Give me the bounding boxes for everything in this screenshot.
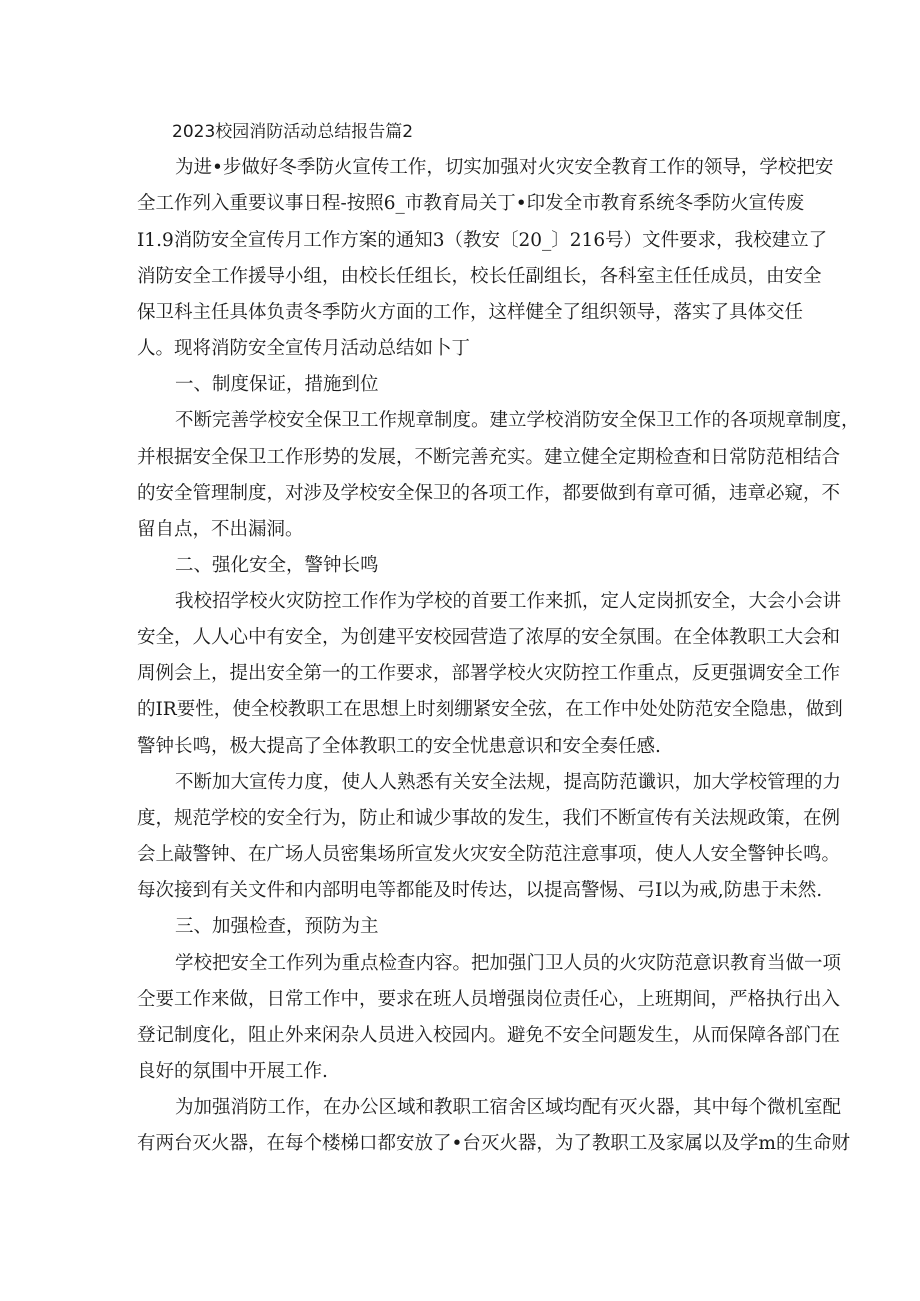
paragraph-line: 全工作列入重要议事日程-按照6_市教育局关丁•印发全市教育系统冬季防火宣传废	[137, 193, 805, 214]
paragraph-line: 良好的氛围中开展工作.	[137, 1061, 328, 1082]
paragraph-line: 安全，人人心中有安全，为创建平安校园营造了浓厚的安全氛围。在全体教职工大会和	[137, 627, 841, 648]
document-title: 2023校园消防活动总结报告篇2	[172, 122, 414, 142]
paragraph-line: 周例会上，提出安全第一的工作要求，部署学校火灾防控工作重点，反更强调安全工作	[137, 663, 841, 684]
paragraph-line: 为进•步做好冬季防火宣传工作，切实加强对火灾安全教育工作的领导，学校把安	[175, 157, 834, 178]
paragraph-line: 为加强消防工作，在办公区域和教职工宿舍区域均配有灭火器，其中每个微机室配	[175, 1097, 842, 1118]
paragraph-line: 警钟长鸣，极大提高了全体教职工的安全忧患意识和安全奏任感.	[137, 736, 661, 757]
paragraph-line: 有两台灭火器，在每个楼梯口都安放了•台灭火器，为了教职工及家属以及学m的生命财	[137, 1133, 850, 1154]
paragraph-line: 的IR要性，使全校教职工在思想上时刻绷紧安全弦，在工作中处处防范安全隐患，做到	[137, 699, 843, 720]
paragraph-line: 学校把安全工作列为重点检查内容。把加强门卫人员的火灾防范意识教育当做一项	[175, 953, 842, 974]
paragraph-line: 仝要工作来做，日常工作中，要求在班人员增强岗位责任心，上班期间，严格执行出入	[137, 989, 841, 1010]
section-heading: 一、制度保证，措施到位	[175, 374, 379, 395]
paragraph-line: 每次接到有关文件和内部明电等都能及时传达，以提高警惕、弓I以为戒,防患于未然.	[137, 880, 823, 901]
paragraph-line: 人。现将消防安全宣传月活动总结如卜丁	[137, 338, 471, 359]
paragraph-line: 我校招学校火灾防控工作作为学校的首要工作来抓，定人定岗抓安全，大会小会讲	[175, 591, 842, 612]
paragraph-line: 不断加大宣传力度，使人人熟悉有关安全法规，提高防范谶识，加大学校管理的力	[175, 772, 842, 793]
paragraph-line: 并根据安全保卫工作形势的发展，不断完善充实。建立健全定期检查和日常防范相结合	[137, 447, 841, 468]
paragraph-line: I1.9消防安全宣传月工作方案的通知3（教安〔20_〕216号）文件要求，我校建立了	[137, 230, 828, 251]
section-heading: 三、加强检查，预防为主	[175, 916, 379, 937]
paragraph-line: 登记制度化，阻止外来闲杂人员进入校园内。避免不安全问题发生，从而保障各部门在	[137, 1025, 841, 1046]
paragraph-line: 的安全管理制度，对涉及学校安全保卫的各项工作，都要做到有章可循，违章必窥，不	[137, 483, 841, 504]
paragraph-line: 度，规范学校的安全行为，防止和诚少事故的发生，我们不断宣传有关法规政策，在例	[137, 808, 841, 829]
section-heading: 二、强化安全，警钟长鸣	[175, 555, 379, 576]
paragraph-line: 会上敲警钟、在广场人员密集场所宣发火灾安全防范注意事项，使人人安全警钟长鸣。	[137, 844, 841, 865]
paragraph-line: 保卫科主任具体负责冬季防火方面的工作，这样健全了组织领导，落实了具体交任	[137, 302, 804, 323]
paragraph-line: 不断完善学校安全保卫工作规章制度。建立学校消防安全保卫工作的各项规章制度，	[175, 410, 860, 431]
paragraph-line: 留自点，不出漏洞。	[137, 519, 304, 540]
paragraph-line: 消防安全工作援导小组，由校长任组长，校长任副组长，各科室主任任成员，由安全	[137, 266, 822, 287]
